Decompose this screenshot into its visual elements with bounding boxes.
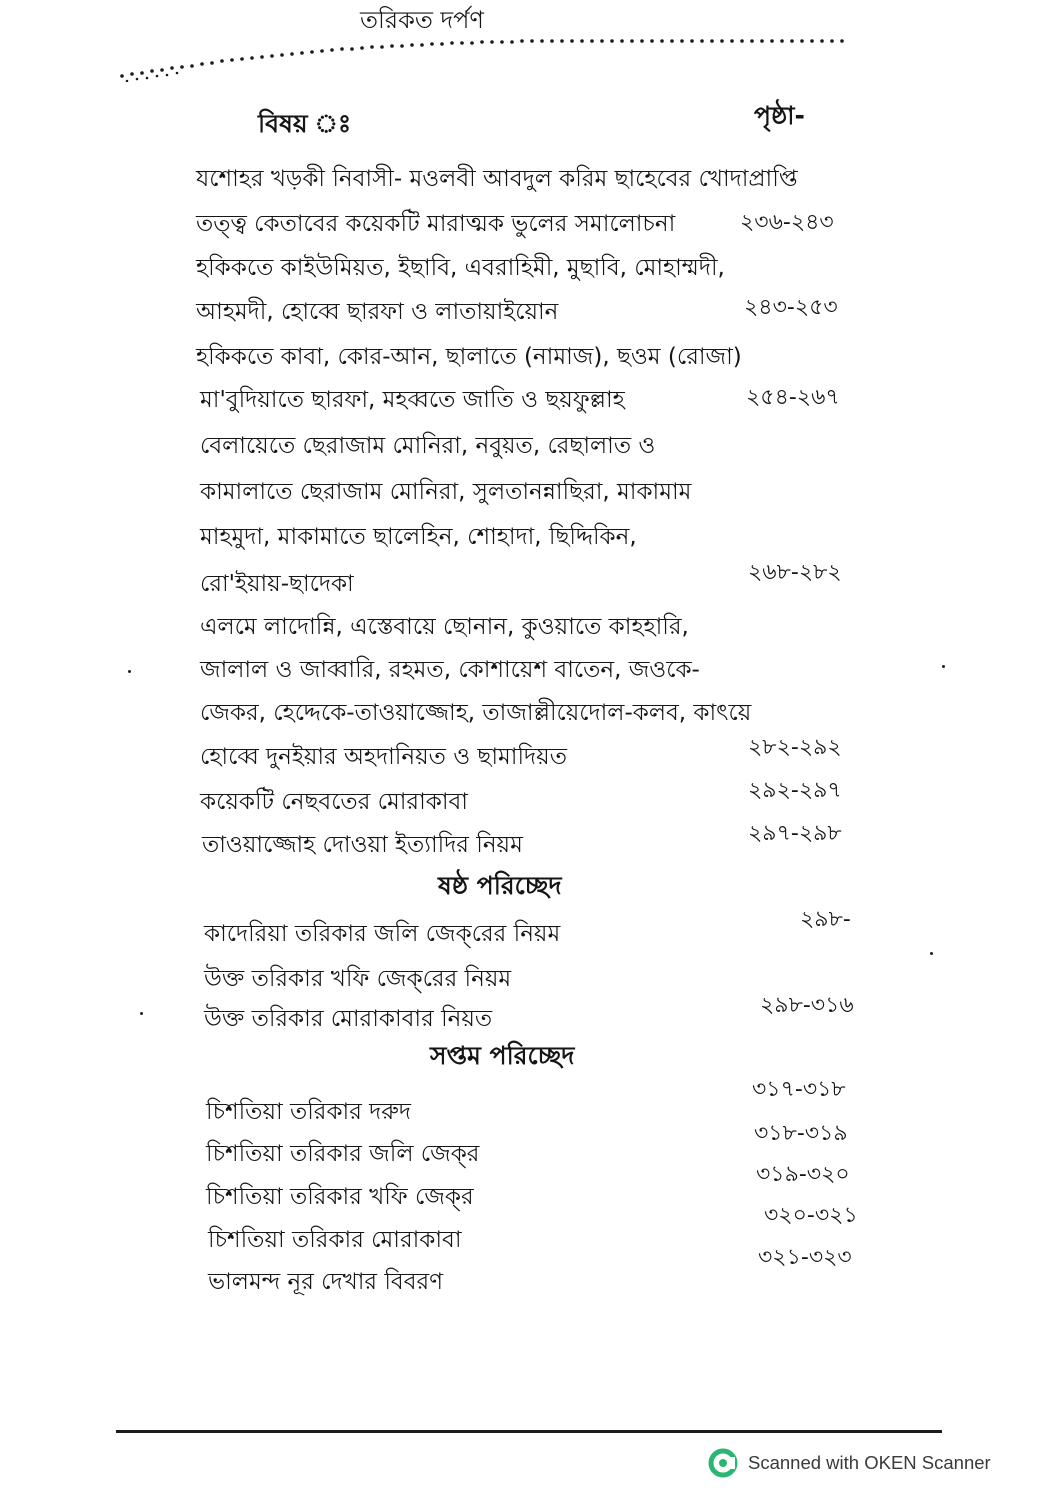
toc-page-number: ২৬৮-২৮২ [748, 560, 842, 585]
oken-scanner-logo-icon [708, 1448, 738, 1478]
toc-entry: হকিকতে কাইউমিয়ত, ইছাবি, এবরাহিমী, মুছাবি, মোহাম্মদী, [196, 255, 725, 281]
toc-entry: উক্ত তরিকার খফি জেক্‌রের নিয়ম [204, 966, 512, 992]
toc-entry: হোব্বে দুনইয়ার অহদানিয়ত ও ছামাদিয়ত [200, 744, 567, 770]
toc-entry: চিশতিয়া তরিকার খফি জেক্‌র [206, 1184, 474, 1210]
scan-speck [942, 665, 945, 668]
toc-page-number: ২৪৩-২৫৩ [744, 295, 838, 320]
toc-page-number: ৩২১-৩২৩ [758, 1245, 852, 1270]
toc-entry: উক্ত তরিকার মোরাকাবার নিয়ত [204, 1006, 493, 1032]
toc-page-number: ৩১৯-৩২০ [756, 1162, 850, 1187]
section-6-heading: ষষ্ঠ পরিচ্ছেদ [438, 871, 562, 900]
toc-page-number: ৩১৭-৩১৮ [752, 1077, 846, 1102]
toc-entry: ভালমন্দ নূর দেখার বিবরণ [208, 1269, 444, 1295]
toc-entry: রো'ইয়ায়-ছাদেকা [200, 571, 354, 597]
toc-page-number: ২৫৪-২৬৭ [746, 385, 840, 410]
toc-entry: কাদেরিয়া তরিকার জলি জেক্‌রের নিয়ম [204, 921, 561, 947]
toc-entry: জালাল ও জাব্বারি, রহমত, কোশায়েশ বাতেন, জওকে- [200, 657, 700, 683]
toc-entry: তত্ত্ব কেতাবের কয়েকটি মারাত্মক ভুলের সমালোচনা [196, 211, 676, 237]
toc-entry: তাওয়াজ্জোহ দোওয়া ইত্যাদির নিয়ম [202, 832, 523, 858]
scanner-text: Scanned with OKEN Scanner [748, 1452, 991, 1473]
scan-speck [930, 952, 933, 955]
toc-page-number: ২৯৭-২৯৮ [748, 821, 842, 846]
toc-page-number: ২৯৮- [800, 907, 851, 932]
toc-entry: জেকর, হেদ্দেকে-তাওয়াজ্জোহ, তাজাল্লীয়েদোল-কলব, কাৎয়ে [200, 700, 752, 726]
toc-page-number: ৩২০-৩২১ [764, 1203, 858, 1228]
toc-entry: চিশতিয়া তরিকার মোরাকাবা [208, 1227, 462, 1253]
toc-entry: কয়েকটি নেছবতের মোরাকাবা [200, 789, 468, 815]
section-7-heading: সপ্তম পরিচ্ছেদ [430, 1041, 575, 1070]
toc-page-number: ২৯৮-৩১৬ [760, 993, 854, 1018]
toc-entry: আহমদী, হোব্বে ছারফা ও লাতায়াইয়োন [196, 299, 559, 325]
page-label: পৃষ্ঠা- [754, 101, 805, 130]
toc-entry: বেলায়েতে ছেরাজাম মোনিরা, নবুয়ত, রেছালাত ও [200, 433, 656, 459]
subject-label: বিষয় ঃ [258, 109, 352, 138]
bottom-rule [116, 1430, 942, 1433]
page-title: তরিকত দর্পণ [360, 6, 484, 34]
toc-page-number: ২৩৬-২৪৩ [740, 210, 834, 235]
toc-entry: হকিকতে কাবা, কোর-আন, ছালাতে (নামাজ), ছওম (রোজা) [196, 344, 742, 370]
toc-entry: কামালাতে ছেরাজাম মোনিরা, সুলতানন্নাছিরা, মাকামাম [200, 479, 692, 505]
scan-speck [128, 670, 131, 673]
toc-page-number: ২৮২-২৯২ [748, 735, 842, 760]
toc-entry: যশোহর খড়কী নিবাসী- মওলবী আবদুল করিম ছাহেবের খোদাপ্রাপ্তি [196, 166, 798, 192]
toc-entry: চিশতিয়া তরিকার দরুদ [206, 1099, 411, 1125]
toc-page-number: ২৯২-২৯৭ [748, 778, 842, 803]
scan-speck [140, 1012, 143, 1015]
dotted-rule [118, 30, 852, 82]
toc-page-number: ৩১৮-৩১৯ [754, 1121, 848, 1146]
toc-entry: এলমে লাদোন্নি, এস্তেবায়ে ছোনান, কুওয়াতে কাহহারি, [200, 614, 689, 640]
scanner-watermark [708, 1445, 1053, 1481]
toc-entry: মা'বুদিয়াতে ছারফা, মহব্বতে জাতি ও ছয়ফুল্লাহ [200, 387, 625, 413]
toc-entry: মাহমুদা, মাকামাতে ছালেহিন, শোহাদা, ছিদ্দিকিন, [200, 524, 637, 550]
toc-entry: চিশতিয়া তরিকার জলি জেক্‌র [206, 1141, 480, 1167]
